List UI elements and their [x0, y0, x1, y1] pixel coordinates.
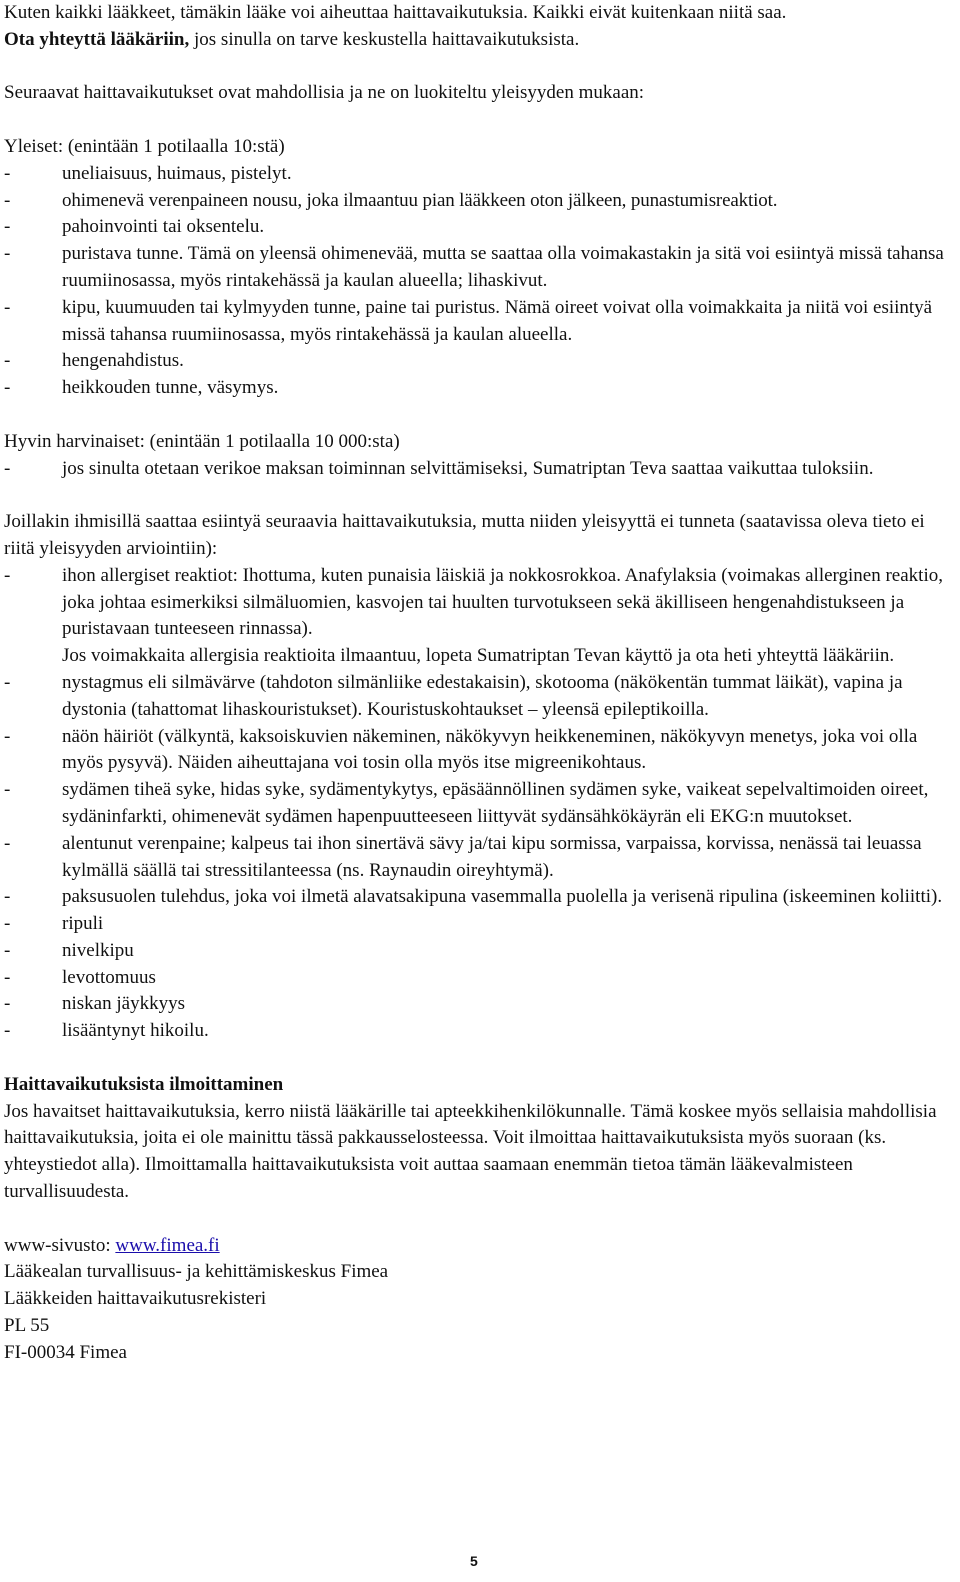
- list-item-text: levottomuus: [62, 966, 156, 988]
- list-dash: -: [4, 457, 11, 479]
- list-item-text: alentunut verenpaine; kalpeus tai ihon sinertävä sävy ja/tai kipu sormissa, varpaissa, korvissa, nenässä tai leuassa kylmällä säällä tai stressitilanteessa (ns. Raynaudin oireyhtymä).: [62, 832, 922, 881]
- very-rare-heading: Hyvin harvinaiset: (enintään 1 potilaalla 10 000:sta): [4, 430, 400, 452]
- list-item-text: lisääntynyt hikoilu.: [62, 1020, 209, 1042]
- list-item: [4, 188, 950, 215]
- list-item: [4, 991, 950, 1018]
- list-item-text: kipu, kuumuuden tai kylmyyden tunne, paine tai puristus. Nämä oireet voivat olla voimakkaita ja niitä voi esiintyä missä tahansa ruumiinosassa, myös rintakehässä ja kaulan alueella.: [62, 296, 933, 345]
- list-item: [4, 670, 950, 724]
- list-item: [4, 965, 950, 992]
- reporting-body: Jos havaitset haittavaikutuksia, kerro niistä lääkärille tai apteekkihenkilökunnalle. Tämä koskee myös sellaisia mahdollisia haittavaikutuksia, joita ei ole mainittu tässä pakkausselosteessa. Voit ilmoittaa haittavaikutuksista myös suoraan (ks. yhteystiedot alla). Ilmoittamalla haittavaikutuksista voit auttaa saamaan enemmän tietoa tämän lääkevalmisteen turvallisuudesta.: [4, 1100, 937, 1203]
- list-item-text: nivelkipu: [62, 939, 134, 961]
- list-item-text: hengenahdistus.: [62, 350, 184, 372]
- list-item-text: sydämen tiheä syke, hidas syke, sydämentykytys, epäsäännöllinen sydämen syke, vaikeat sepelvaltimoiden oireet, sydäninfarkti, ohimenevät sydämen hapenpuutteeseen liittyvät sydänsähkökäyrän eli EKG:n muutokset.: [62, 779, 929, 827]
- classification-intro: Seuraavat haittavaikutukset ovat mahdollisia ja ne on luokiteltu yleisyyden mukaan:: [4, 82, 645, 104]
- list-item: [4, 241, 950, 295]
- list-item-text: jos sinulta otetaan verikoe maksan toiminnan selvittämiseksi, Sumatriptan Teva saattaa vaikuttaa tuloksiin.: [62, 457, 874, 479]
- list-dash: -: [4, 779, 11, 801]
- list-item-text: ripuli: [62, 913, 104, 935]
- contact-doctor-rest: jos sinulla on tarve keskustella haittavaikutuksista.: [189, 28, 580, 50]
- list-item: [4, 724, 950, 778]
- intro-line: Kuten kaikki lääkkeet, tämäkin lääke voi aiheuttaa haittavaikutuksia. Kaikki eivät kuitenkaan niitä saa.: [4, 2, 787, 23]
- organization-name: Lääkealan turvallisuus- ja kehittämiskeskus Fimea: [4, 1261, 389, 1283]
- list-dash: -: [4, 966, 11, 988]
- list-item: [4, 1018, 950, 1045]
- list-dash: -: [4, 189, 11, 211]
- postal-code: FI-00034 Fimea: [4, 1341, 127, 1363]
- fimea-website-link[interactable]: www.fimea.fi: [115, 1234, 220, 1256]
- list-dash: -: [4, 671, 11, 693]
- list-item: [4, 777, 950, 831]
- list-dash: -: [4, 243, 11, 265]
- list-item: [4, 161, 950, 188]
- list-item: [4, 938, 950, 965]
- allergy-warning: Jos voimakkaita allergisia reaktioita ilmaantuu, lopeta Sumatriptan Tevan käyttö ja ota heti yhteyttä lääkäriin.: [62, 645, 895, 667]
- list-dash: -: [4, 162, 11, 184]
- list-item: [4, 911, 950, 938]
- list-dash: -: [4, 296, 11, 318]
- list-dash: -: [4, 832, 11, 854]
- unknown-frequency-list: [4, 563, 950, 1045]
- contact-block: [4, 1233, 950, 1367]
- po-box: PL 55: [4, 1315, 50, 1337]
- list-item: [4, 884, 950, 911]
- list-dash: -: [4, 216, 11, 238]
- website-line: [4, 1233, 950, 1260]
- list-item: [4, 348, 950, 375]
- list-item: [4, 831, 950, 885]
- registry-name: Lääkkeiden haittavaikutusrekisteri: [4, 1288, 267, 1310]
- list-item: [4, 214, 950, 241]
- list-item-text: heikkouden tunne, väsymys.: [62, 377, 279, 399]
- list-item: [4, 563, 950, 670]
- website-label: www-sivusto:: [4, 1234, 116, 1256]
- contact-doctor-line: [4, 27, 950, 54]
- list-dash: -: [4, 886, 11, 908]
- list-item-text: nystagmus eli silmävärve (tahdoton silmänliike edestakaisin), skotooma (näkökentän tummat läikät), vapina ja dystonia (tahattomat lihaskouristukset). Kouristuskohtaukset – yleensä epileptikoilla.: [62, 671, 903, 720]
- common-list: [4, 161, 950, 402]
- leaflet-page: [4, 0, 950, 1367]
- list-item-text: ohimenevä verenpaineen nousu, joka ilmaantuu pian lääkkeen oton jälkeen, punastumisreaktiot.: [62, 189, 778, 211]
- list-item-text: ihon allergiset reaktiot: Ihottuma, kuten punaisia läiskiä ja nokkosrokkoa. Anafylaksia (voimakas allerginen reaktio, joka johtaa esimerkiksi silmäluomien, kasvojen tai huulten turvotukseen sekä äkilliseen hengenahdistukseen ja puristavaan tunteeseen rinnassa).: [62, 564, 943, 640]
- list-item: [4, 295, 950, 349]
- list-dash: -: [4, 564, 11, 586]
- list-dash: -: [4, 939, 11, 961]
- list-dash: -: [4, 993, 11, 1015]
- list-item-text: niskan jäykkyys: [62, 993, 185, 1015]
- list-item: [4, 375, 950, 402]
- list-dash: -: [4, 1020, 11, 1042]
- list-item-text: puristava tunne. Tämä on yleensä ohimenevää, mutta se saattaa olla voimakastakin ja sitä voi esiintyä missä tahansa ruumiinosassa, myös rintakehässä ja kaulan alueella; lihaskivut.: [62, 243, 944, 291]
- list-dash: -: [4, 725, 11, 747]
- list-item-text: paksusuolen tulehdus, joka voi ilmetä alavatsakipuna vasemmalla puolella ja verisenä ripulina (iskeeminen koliitti).: [62, 886, 943, 908]
- list-item-text: pahoinvointi tai oksentelu.: [62, 216, 265, 238]
- very-rare-list: [4, 456, 950, 483]
- list-item-text: näön häiriöt (välkyntä, kaksoiskuvien näkeminen, näkökyvyn heikkeneminen, näkökyvyn menetys, joka voi olla myös pysyvä). Näiden aiheuttajana voi tosin olla myös itse migreenikohtaus.: [62, 725, 918, 774]
- list-item-text: uneliaisuus, huimaus, pistelyt.: [62, 162, 292, 184]
- reporting-heading: Haittavaikutuksista ilmoittaminen: [4, 1073, 284, 1095]
- list-item: [4, 456, 950, 483]
- contact-doctor-emphasis: Ota yhteyttä lääkäriin,: [4, 28, 190, 50]
- list-dash: -: [4, 913, 11, 935]
- list-dash: -: [4, 377, 11, 399]
- page-number: 5: [470, 1553, 478, 1569]
- list-dash: -: [4, 350, 11, 372]
- unknown-frequency-heading: Joillakin ihmisillä saattaa esiintyä seuraavia haittavaikutuksia, mutta niiden yleisyyttä ei tunneta (saatavissa oleva tieto ei riitä yleisyyden arviointiin):: [4, 511, 925, 559]
- common-heading: Yleiset: (enintään 1 potilaalla 10:stä): [4, 135, 285, 157]
